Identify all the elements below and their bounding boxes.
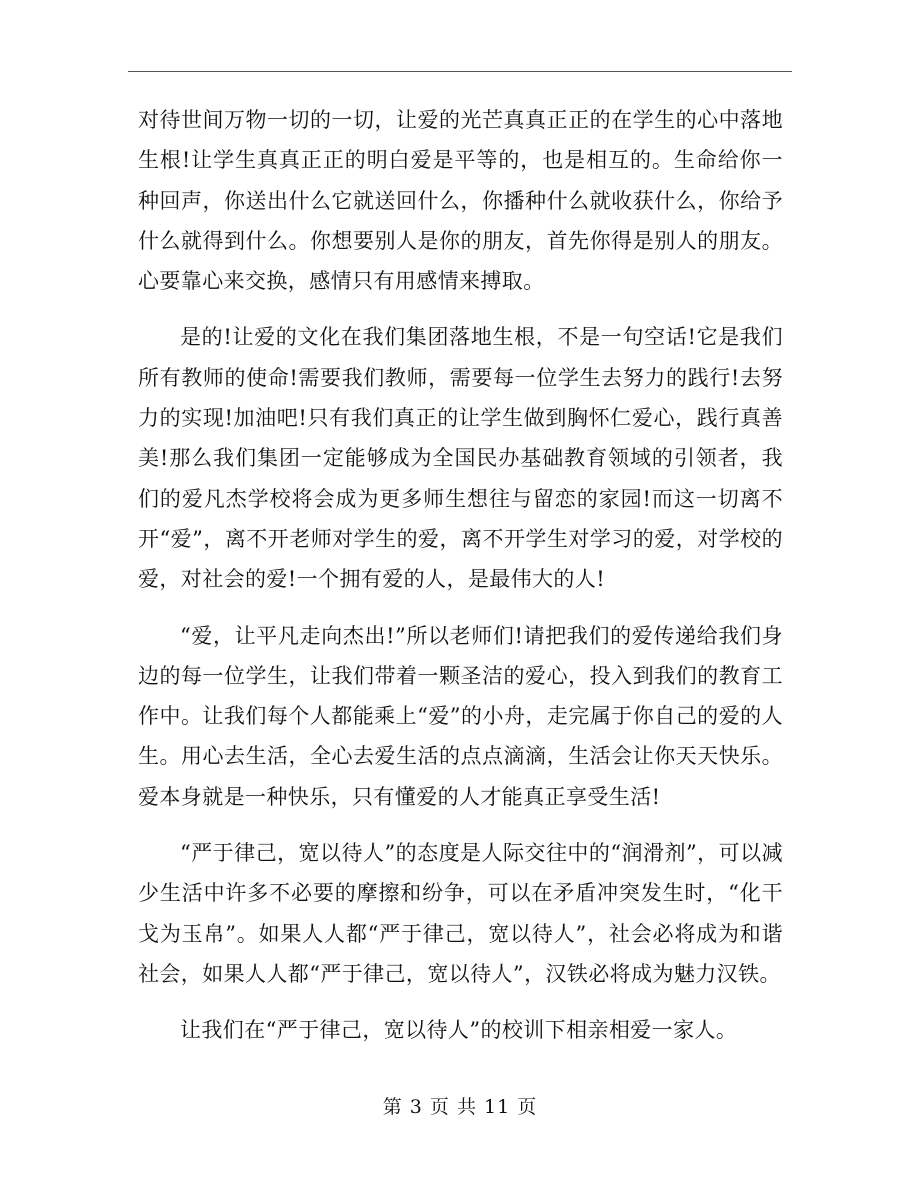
page-number: 第 3 页 共 11 页 (382, 1096, 538, 1118)
document-body (138, 100, 783, 1051)
header-rule (128, 71, 792, 72)
paragraph-5: 让我们在“严于律己，宽以待人”的校训下相亲相爱一家人。 (180, 1018, 738, 1043)
paragraph-2: 是的!让爱的文化在我们集团落地生根，不是一句空话!它是我们所有教师的使命!需要我们教师，需要每一位学生去努力的践行!去努力的实现!加油吧!只有我们真正的让学生做到胸怀仁爱心，践行真善美!那么我们集团一定能够成为全国民办基础教育领域的引领者，我们的爱凡杰学校将会成为更多师生想往与留恋的家园!而这一切离不开“爱”，离不开老师对学生的爱，离不开学生对学习的爱，对学校的爱，对社会的爱!一个拥有爱的人，是最伟大的人! (138, 325, 783, 592)
paragraph-3: “爱，让平凡走向杰出!”所以老师们!请把我们的爱传递给我们身边的每一位学生，让我们带着一颗圣洁的爱心，投入到我们的教育工作中。让我们每个人都能乘上“爱”的小舟，走完属于你自己的爱的人生。用心去生活，全心去爱生活的点点滴滴，生活会让你天天快乐。爱本身就是一种快乐，只有懂爱的人才能真正享受生活! (138, 623, 783, 809)
paragraph-4: “严于律己，宽以待人”的态度是人际交往中的“润滑剂”，可以减少生活中许多不必要的摩擦和纷争，可以在矛盾冲突发生时，“化干戈为玉帛”。如果人人都“严于律己，宽以待人”，社会必将成为和谐社会，如果人人都“严于律己，宽以待人”，汉铁必将成为魅力汉铁。 (138, 841, 783, 986)
paragraph-1: 对待世间万物一切的一切，让爱的光芒真真正正的在学生的心中落地生根!让学生真真正正的明白爱是平等的，也是相互的。生命给你一种回声，你送出什么它就送回什么，你播种什么就收获什么，你给予什么就得到什么。你想要别人是你的朋友，首先你得是别人的朋友。心要靠心来交换，感情只有用感情来搏取。 (138, 108, 783, 294)
